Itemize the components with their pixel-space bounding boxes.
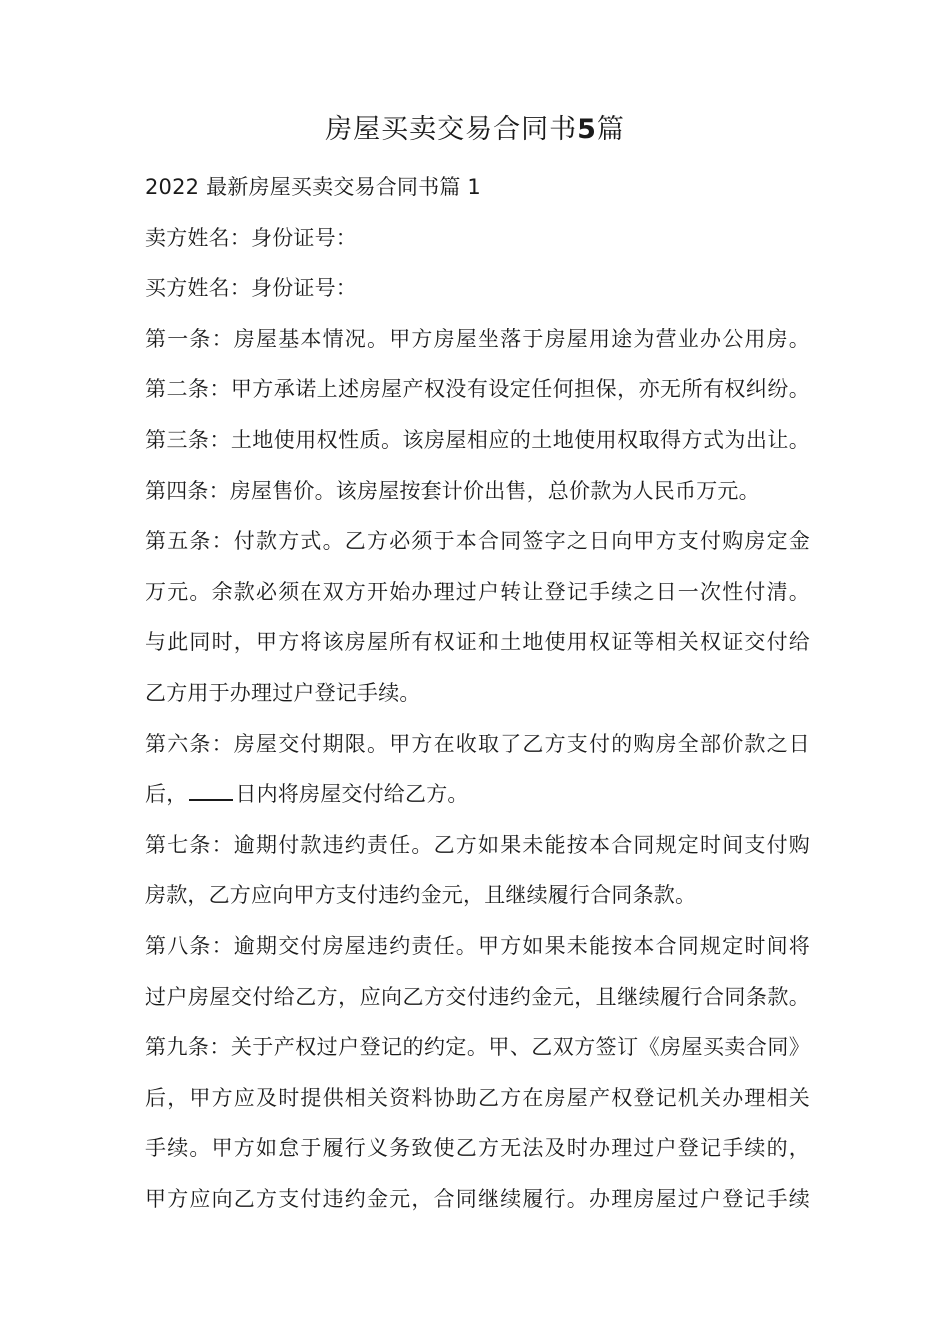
title-main: 房屋买卖交易合同书 bbox=[325, 114, 578, 145]
document-body bbox=[145, 168, 810, 1230]
text-line: 第三条：土地使用权性质。该房屋相应的土地使用权取得方式为出让。 bbox=[145, 427, 810, 452]
text-line: 第二条：甲方承诺上述房屋产权没有设定任何担保，亦无所有权纠纷。 bbox=[145, 377, 810, 402]
text-line: 房款，乙方应向甲方支付违约金元，且继续履行合同条款。 bbox=[145, 883, 697, 908]
text-line: 甲方应向乙方支付违约金元，合同继续履行。办理房屋过户登记手续 bbox=[145, 1186, 810, 1211]
title-number: 5 bbox=[577, 114, 597, 145]
text-line: 过户房屋交付给乙方，应向乙方交付违约金元，且继续履行合同条款。 bbox=[145, 984, 810, 1009]
text-line: 手续。甲方如怠于履行义务致使乙方无法及时办理过户登记手续的， bbox=[145, 1136, 810, 1161]
title-suffix: 篇 bbox=[596, 114, 625, 145]
text-line: 乙方用于办理过户登记手续。 bbox=[145, 680, 421, 705]
text-line: 第六条：房屋交付期限。甲方在收取了乙方支付的购房全部价款之日 bbox=[145, 731, 810, 756]
text-line-after-blank: 日内将房屋交付给乙方。 bbox=[235, 782, 469, 807]
text-line: 第八条：逾期交付房屋违约责任。甲方如果未能按本合同规定时间将 bbox=[145, 933, 810, 958]
text-line: 第一条：房屋基本情况。甲方房屋坐落于房屋用途为营业办公用房。 bbox=[145, 326, 810, 351]
text-line: 卖方姓名：身份证号： bbox=[145, 225, 357, 250]
text-line bbox=[145, 775, 810, 813]
text-line: 后，甲方应及时提供相关资料协助乙方在房屋产权登记机关办理相关 bbox=[145, 1085, 810, 1110]
text-line: 2022 最新房屋买卖交易合同书篇 1 bbox=[145, 175, 481, 199]
text-line-before-blank: 后， bbox=[145, 782, 188, 807]
text-line: 第四条：房屋售价。该房屋按套计价出售，总价款为人民币万元。 bbox=[145, 478, 760, 503]
text-line: 万元。余款必须在双方开始办理过户转让登记手续之日一次性付清。 bbox=[145, 579, 810, 604]
fill-in-blank bbox=[189, 779, 233, 801]
text-line: 与此同时，甲方将该房屋所有权证和土地使用权证等相关权证交付给 bbox=[145, 630, 810, 655]
document-title bbox=[0, 108, 950, 152]
text-line: 第七条：逾期付款违约责任。乙方如果未能按本合同规定时间支付购 bbox=[145, 832, 810, 857]
text-line: 第九条：关于产权过户登记的约定。甲、乙双方签订《房屋买卖合同》 bbox=[145, 1035, 810, 1060]
text-line: 买方姓名：身份证号： bbox=[145, 276, 357, 301]
text-line: 第五条：付款方式。乙方必须于本合同签字之日向甲方支付购房定金 bbox=[145, 529, 810, 554]
